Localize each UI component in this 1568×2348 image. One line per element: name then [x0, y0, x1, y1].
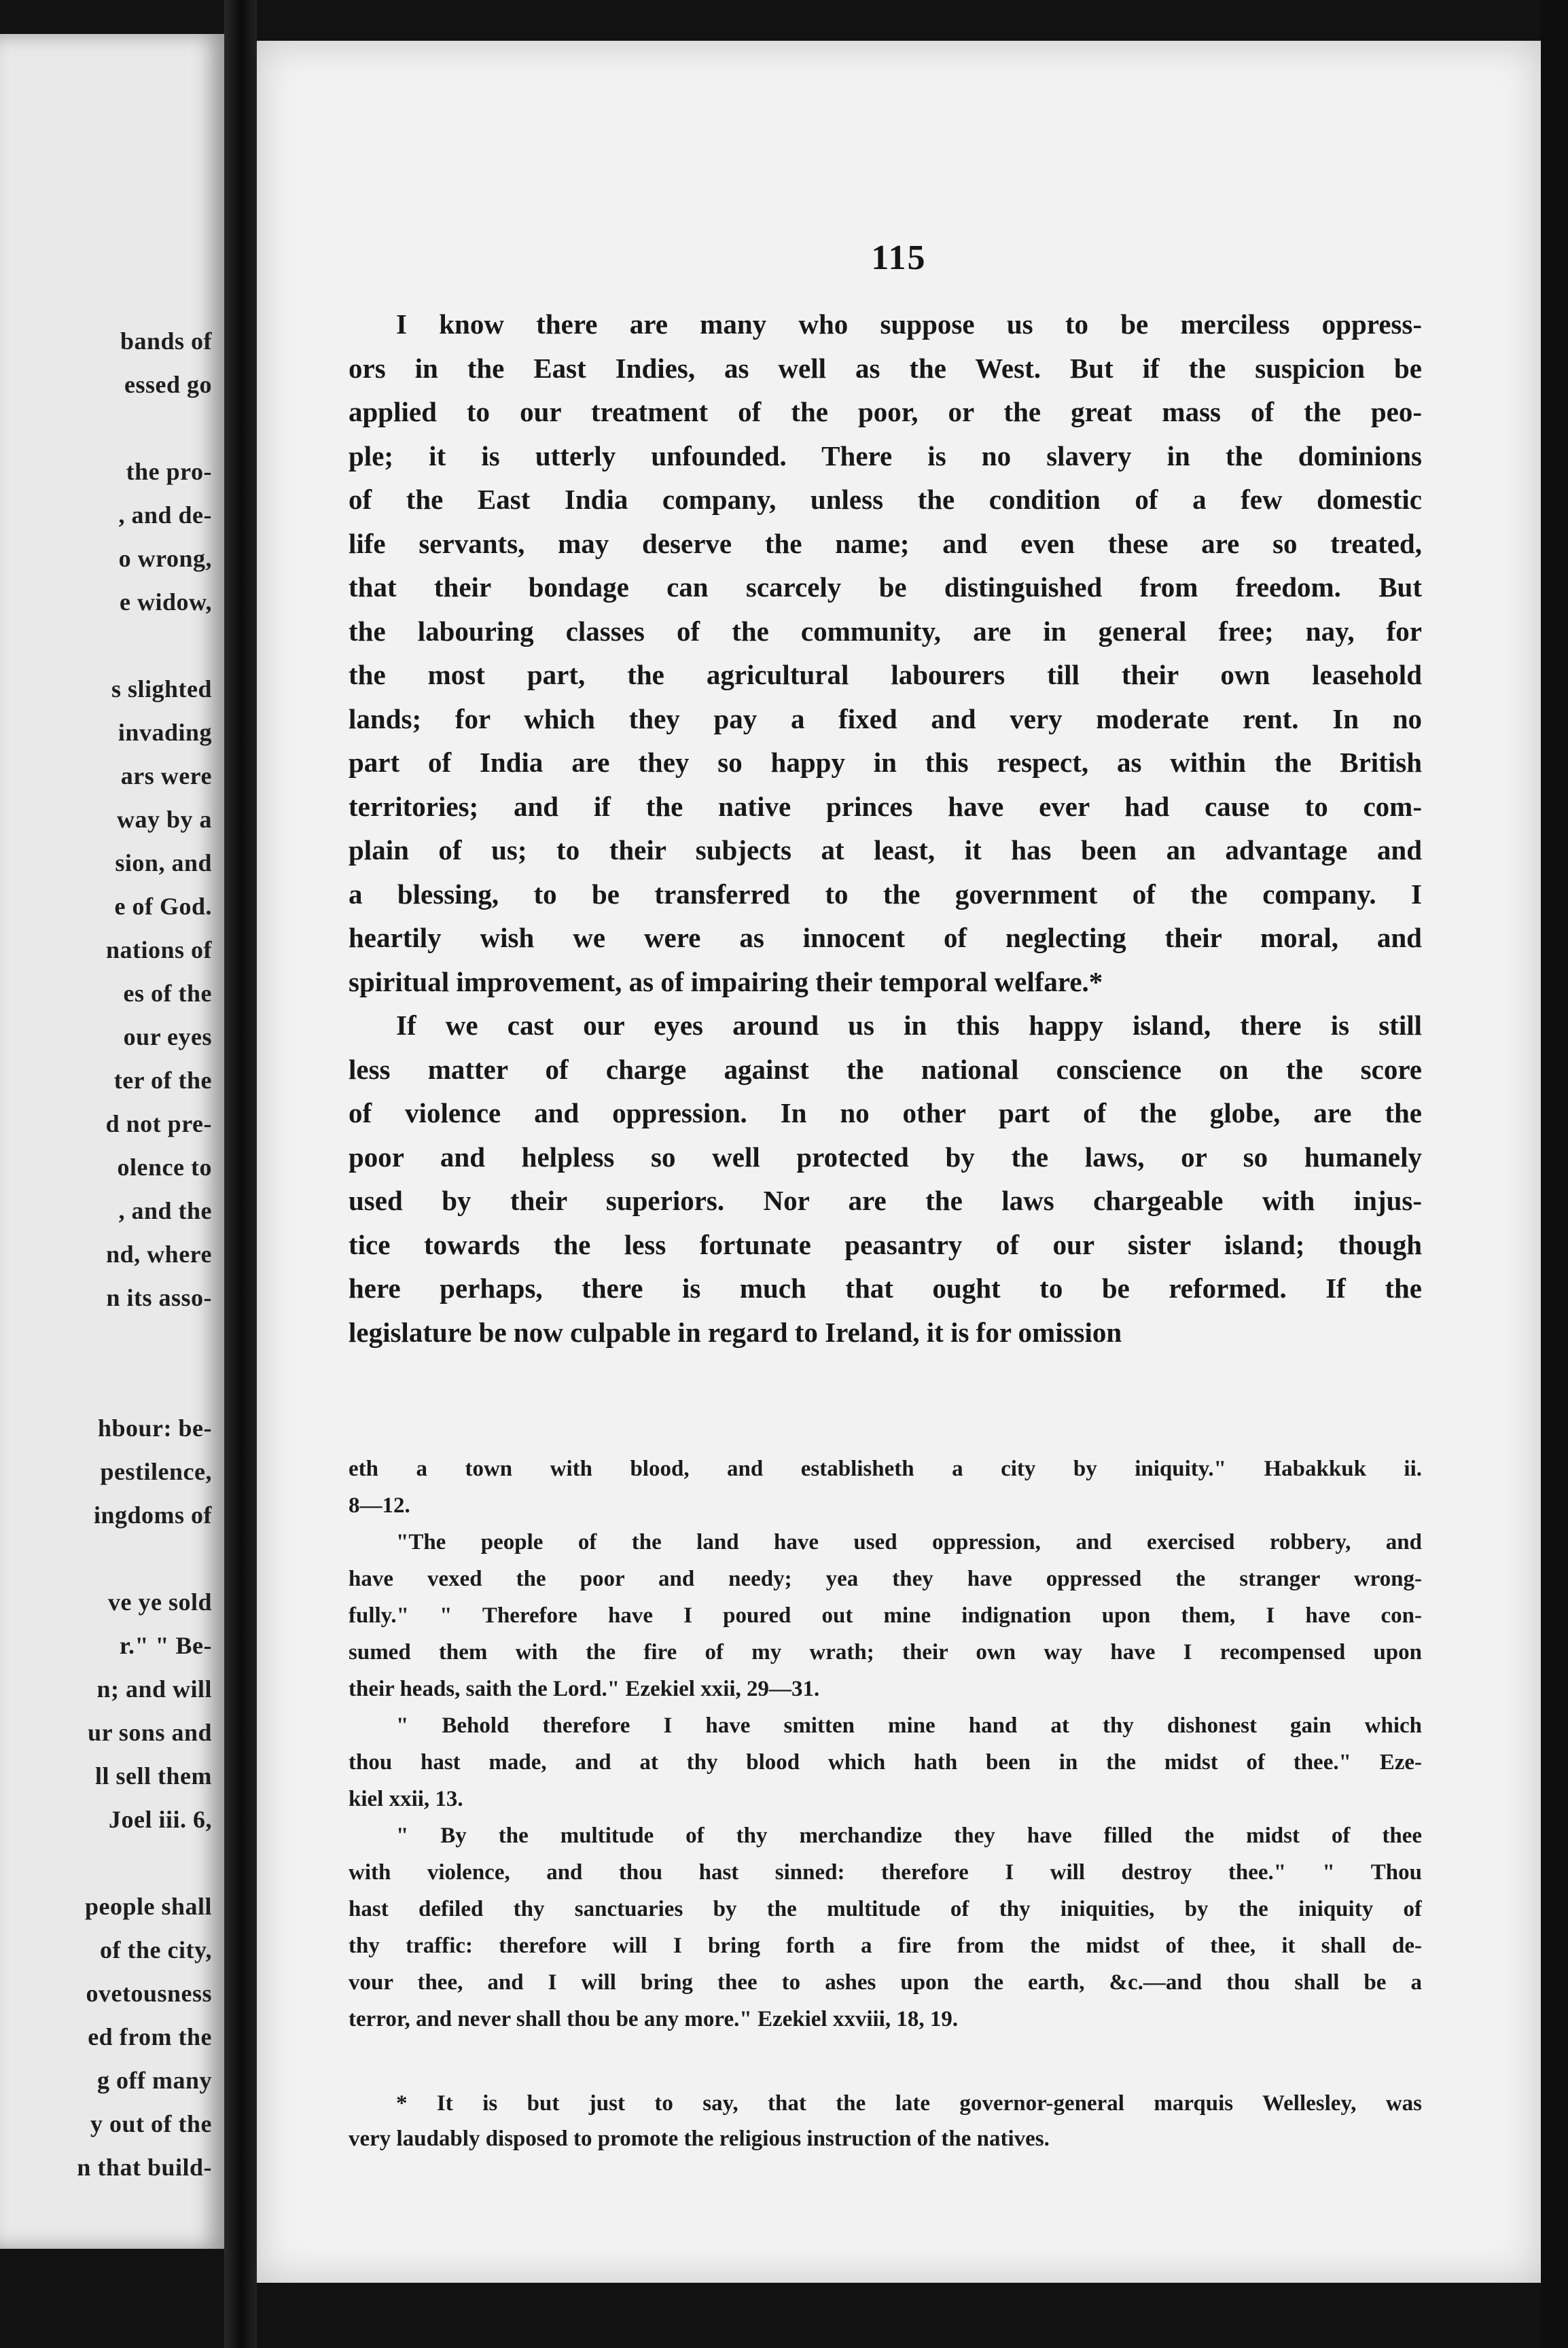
footnote-line: * It is but just to say, that the late governor-general marquis Wellesley, was: [396, 2091, 1422, 2116]
facing-page-line: nations of: [105, 936, 212, 963]
facing-page-line: y out of the: [90, 2110, 212, 2137]
facing-page-line: [0, 1363, 212, 1406]
body-line: of the East India company, unless the condition of a few domestic: [349, 484, 1422, 515]
facing-page-line: Joel iii. 6,: [109, 1806, 212, 1833]
facing-page-line: people shall: [84, 1893, 212, 1920]
body-line: the labouring classes of the community, are in general free; nay, for: [349, 615, 1422, 647]
facing-page-line: n its asso-: [106, 1284, 212, 1311]
facing-page-line: g off many: [97, 2067, 212, 2094]
facing-page-line: ter of the: [113, 1067, 212, 1094]
facing-page-line: es of the: [123, 980, 212, 1007]
body-line: less matter of charge against the national conscience on the score: [349, 1053, 1422, 1085]
facing-page-line: ingdoms of: [93, 1501, 212, 1529]
facing-page-text: [0, 319, 212, 2189]
note-line: 8—12.: [349, 1493, 410, 1518]
facing-page-line: e of God.: [114, 893, 212, 920]
facing-page-line: pestilence,: [100, 1458, 212, 1485]
page-number: 115: [871, 238, 927, 277]
facing-page-line: sion, and: [115, 849, 212, 876]
footnote: [349, 2086, 1422, 2156]
facing-page-line: [0, 624, 212, 667]
body-line: the most part, the agricultural labourers till their own leasehold: [349, 659, 1422, 690]
facing-page-line: , and de-: [118, 501, 212, 529]
page: [257, 41, 1541, 2283]
body-line: ors in the East Indies, as well as the West. But if the suspicion be: [349, 352, 1422, 384]
facing-page-line: invading: [118, 719, 212, 746]
body-line: part of India are they so happy in this respect, as within the British: [349, 747, 1422, 778]
book-gutter: [224, 0, 257, 2348]
note-line: their heads, saith the Lord." Ezekiel xxii, 29—31.: [349, 1677, 820, 1701]
scripture-notes: [349, 1451, 1422, 2038]
facing-page-line: [0, 1841, 212, 1885]
body-line: legislature be now culpable in regard to Ireland, it is for omission: [349, 1316, 1122, 1348]
facing-page-line: hbour: be-: [97, 1415, 212, 1442]
facing-page-line: ur sons and: [88, 1719, 212, 1746]
facing-page-line: ovetousness: [86, 1980, 212, 2007]
body-line: life servants, may deserve the name; and even these are so treated,: [349, 527, 1422, 559]
body-line: plain of us; to their subjects at least, it has been an advantage and: [349, 834, 1422, 866]
facing-page-line: s slighted: [111, 675, 212, 702]
body-line: poor and helpless so well protected by the laws, or so humanely: [349, 1141, 1422, 1173]
note-line: thy traffic: therefore will I bring forth a fire from the midst of thee, it shall de-: [349, 1934, 1422, 1958]
facing-page-line: , and the: [118, 1197, 212, 1224]
facing-page-line: nd, where: [106, 1241, 212, 1268]
body-line: spiritual improvement, as of impairing their temporal welfare.*: [349, 965, 1103, 997]
note-line: eth a town with blood, and establisheth a city by iniquity." Habakkuk ii.: [349, 1457, 1422, 1481]
facing-page-line: way by a: [116, 806, 212, 833]
footnote-line: very laudably disposed to promote the religious instruction of the natives.: [349, 2127, 1050, 2151]
facing-page-line: [0, 1537, 212, 1580]
body-line: here perhaps, there is much that ought to be reformed. If the: [349, 1273, 1422, 1304]
body-line: of violence and oppression. In no other part of the globe, are the: [349, 1097, 1422, 1128]
facing-page-line: r." " Be-: [119, 1632, 212, 1659]
note-line: " Behold therefore I have smitten mine hand at thy dishonest gain which: [396, 1713, 1422, 1738]
body-text: [349, 302, 1422, 1354]
note-line: "The people of the land have used oppression, and exercised robbery, and: [396, 1530, 1422, 1554]
facing-page-line: ve ye sold: [108, 1588, 212, 1616]
note-line: kiel xxii, 13.: [349, 1787, 463, 1811]
facing-page-line: n; and will: [96, 1675, 212, 1703]
note-line: with violence, and thou hast sinned: therefore I will destroy thee." " Thou: [349, 1860, 1422, 1885]
facing-page-line: ll sell them: [95, 1762, 212, 1790]
facing-page-line: e widow,: [119, 588, 212, 616]
note-line: fully." " Therefore have I poured out mine indignation upon them, I have con-: [349, 1603, 1422, 1628]
facing-page-line: olence to: [117, 1154, 212, 1181]
body-line: lands; for which they pay a fixed and very moderate rent. In no: [349, 702, 1422, 734]
body-line: a blessing, to be transferred to the government of the company. I: [349, 878, 1422, 910]
facing-page-line: d not pre-: [105, 1110, 212, 1137]
facing-page-line: ars were: [120, 762, 212, 789]
note-line: vour thee, and I will bring thee to ashes upon the earth, &c.—and thou shall be a: [349, 1970, 1422, 1995]
facing-page-line: essed go: [124, 371, 212, 398]
note-line: hast defiled thy sanctuaries by the multitude of thy iniquities, by the iniquity of: [349, 1897, 1422, 1921]
body-line: territories; and if the native princes have ever had cause to com-: [349, 790, 1422, 822]
body-line: tice towards the less fortunate peasantry of our sister island; though: [349, 1228, 1422, 1260]
scan-edge: [1541, 0, 1568, 2348]
facing-page-line: n that build-: [77, 2154, 212, 2181]
body-line: applied to our treatment of the poor, or the great mass of the peo-: [349, 396, 1422, 427]
facing-page-line: the pro-: [126, 458, 212, 485]
body-line: If we cast our eyes around us in this happy island, there is still: [396, 1010, 1422, 1041]
body-line: I know there are many who suppose us to be merciless oppress-: [396, 308, 1422, 340]
body-line: heartily wish we were as innocent of neglecting their moral, and: [349, 922, 1422, 953]
note-line: terror, and never shall thou be any more." Ezekiel xxviii, 18, 19.: [349, 2007, 959, 2031]
note-line: sumed them with the fire of my wrath; their own way have I recompensed upon: [349, 1640, 1422, 1665]
note-line: " By the multitude of thy merchandize they have filled the midst of thee: [396, 1824, 1422, 1848]
facing-page-line: o wrong,: [118, 545, 212, 572]
facing-page-line: [0, 406, 212, 450]
body-line: ple; it is utterly unfounded. There is no slavery in the dominions: [349, 440, 1422, 472]
facing-page-line: [0, 1319, 212, 1363]
facing-page-line: bands of: [120, 327, 212, 355]
facing-page-line: our eyes: [123, 1023, 212, 1050]
facing-page-left: [0, 34, 224, 2249]
body-line: that their bondage can scarcely be distinguished from freedom. But: [349, 571, 1422, 603]
facing-page-line: of the city,: [100, 1936, 212, 1963]
note-line: have vexed the poor and needy; yea they have oppressed the stranger wrong-: [349, 1567, 1422, 1591]
note-line: thou hast made, and at thy blood which hath been in the midst of thee." Eze-: [349, 1750, 1422, 1775]
facing-page-line: ed from the: [88, 2023, 212, 2050]
body-line: used by their superiors. Nor are the laws chargeable with injus-: [349, 1185, 1422, 1216]
